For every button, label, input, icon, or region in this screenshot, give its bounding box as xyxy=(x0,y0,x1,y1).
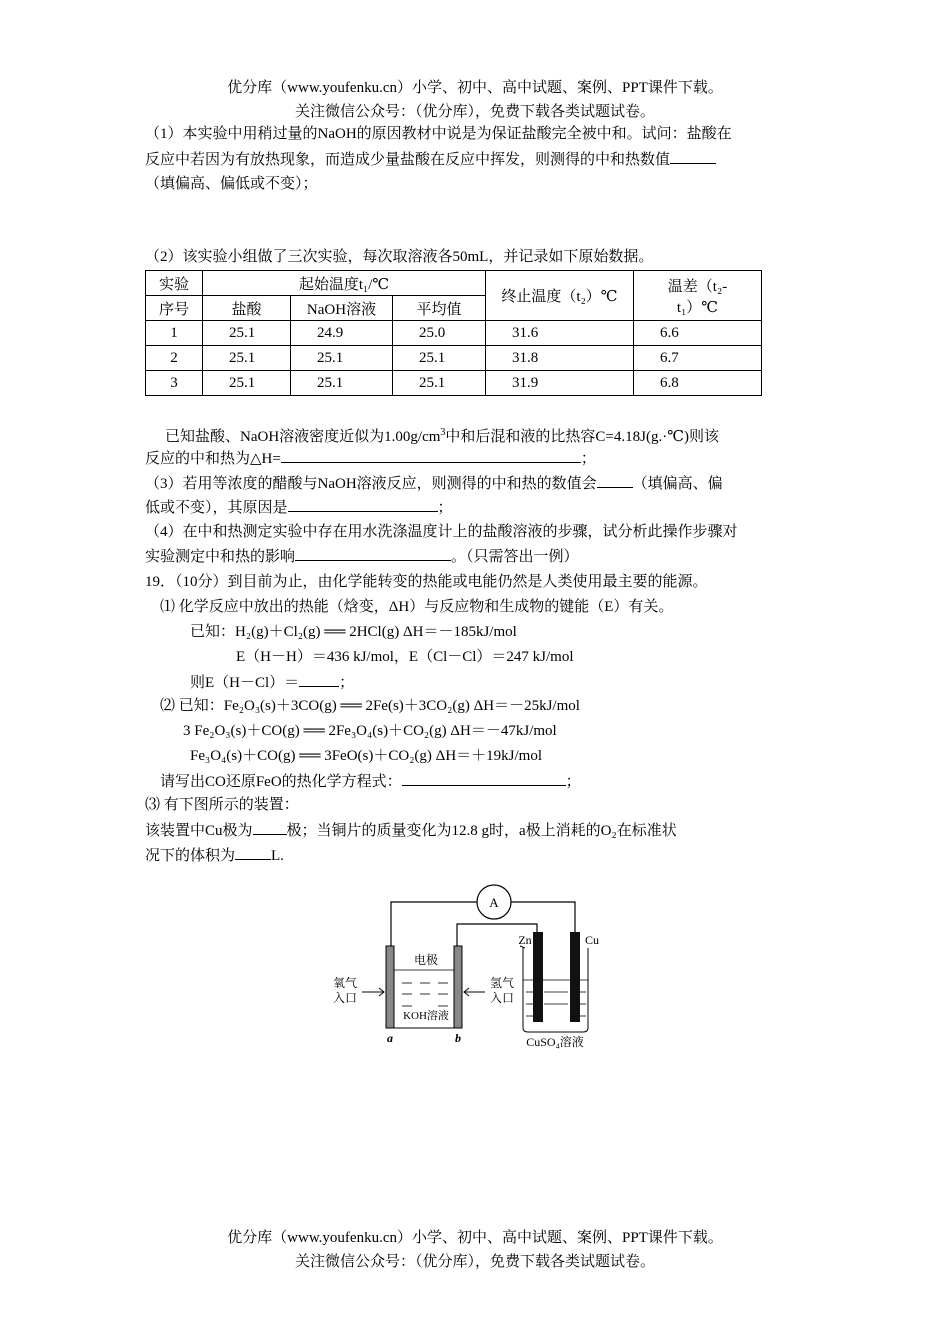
q3-line-1: （3）若用等浓度的醋酸与NaOH溶液反应，则测得的中和热的数值会 （填偏高、偏 xyxy=(145,473,723,494)
hydrogen-label-1: 氢气 xyxy=(489,976,515,990)
q2-intro: （2）该实验小组做了三次实验，每次取溶液各50mL，并记录如下原始数据。 xyxy=(145,249,654,265)
koh-label: KOH溶液 xyxy=(403,1010,449,1022)
q2-known-2: 反应的中和热为△H= ； xyxy=(145,448,596,469)
table-row: 2 25.1 25.1 25.1 31.8 6.7 xyxy=(146,346,762,371)
table-row: 1 25.1 24.9 25.0 31.6 6.6 xyxy=(146,321,762,346)
q19-ask: 则E（H－Cl）＝ ； xyxy=(190,672,354,693)
data-table xyxy=(145,270,762,396)
header-line-1: 优分库（www.youfenku.cn）小学、初中、高中试题、案例、PPT课件下载。 xyxy=(227,80,723,96)
q19-part1: ⑴ 化学反应中放出的热能（焓变，ΔH）与反应物和生成物的键能（E）有关。 xyxy=(160,599,674,615)
header-end-temp: 终止温度（t₂）℃ xyxy=(486,271,634,321)
q19-eq3: 3 Fe₂O₃(s)＋CO(g) ══ 2Fe₃O₄(s)＋CO₂(g) ΔH＝－47kJ/mol xyxy=(183,723,557,739)
header-start-temp: 起始温度t₁/℃ xyxy=(203,271,486,296)
header-diff: 温差（t₂- t₁）℃ xyxy=(634,271,762,321)
header-avg: 平均值 xyxy=(393,296,486,321)
q19-bond: E（H－H）＝436 kJ/mol，E（Cl－Cl）＝247 kJ/mol xyxy=(236,649,574,665)
q19-eq1: 已知：H₂(g)＋Cl₂(g) ══ 2HCl(g) ΔH＝－185kJ/mol xyxy=(190,624,517,640)
cuso4-label: CuSO₄溶液 xyxy=(526,1035,584,1049)
q4-line-1: （4）在中和热测定实验中存在用水洗涤温度计上的盐酸溶液的步骤，试分析此操作步骤对 xyxy=(145,524,738,540)
zn-label: Zn xyxy=(518,933,532,947)
q1-line-3: （填偏高、偏低或不变）； xyxy=(145,176,318,192)
zn-rod xyxy=(533,932,543,1022)
q2-known-1: 已知盐酸、NaOH溶液密度近似为$1.00g/cm^3$中和后混和液的比热容C=4.18J(g.·℃)则该 xyxy=(165,427,719,445)
oxygen-label-1: 氧气 xyxy=(332,976,358,990)
cu-label: Cu xyxy=(584,933,600,947)
footer-line-1: 优分库（www.youfenku.cn）小学、初中、高中试题、案例、PPT课件下载。 xyxy=(227,1230,723,1246)
cu-rod xyxy=(570,932,580,1022)
q19-title: 19．（10分）到目前为止，由化学能转变的热能或电能仍然是人类使用最主要的能源。 xyxy=(145,574,708,590)
label-a: a xyxy=(387,1031,393,1045)
q1-line-1: （1）本实验中用稍过量的NaOH的原因教材中说是为保证盐酸完全被中和。试问：盐酸在 xyxy=(145,126,732,142)
header-line-2: 关注微信公众号：（优分库），免费下载各类试题试卷。 xyxy=(294,104,655,120)
header-no: 序号 xyxy=(146,296,203,321)
header-exp: 实验 xyxy=(146,271,203,296)
q19-part3: ⑶ 有下图所示的装置： xyxy=(145,797,299,813)
hydrogen-label-2: 入口 xyxy=(489,991,515,1005)
footer-line-2: 关注微信公众号：（优分库），免费下载各类试题试卷。 xyxy=(294,1254,655,1270)
q3-line-2: 低或不变），其原因是 ； xyxy=(145,497,453,518)
apparatus-diagram xyxy=(330,880,620,1050)
wire-right xyxy=(511,902,575,932)
electrode-b xyxy=(454,946,462,1028)
q19-part3-line1: 该装置中Cu极为 极；当铜片的质量变化为12.8 g时，a极上消耗的O₂在标准状 xyxy=(145,820,677,841)
q4-line-2: 实验测定中和热的影响 。（只需答出一例） xyxy=(145,546,579,567)
q19-eq4: Fe₃O₄(s)＋CO(g) ══ 3FeO(s)＋CO₂(g) ΔH＝＋19kJ/mol xyxy=(190,748,542,764)
q19-part3-line2: 况下的体积为 L. xyxy=(145,845,284,866)
table-row: 3 25.1 25.1 25.1 31.9 6.8 xyxy=(146,371,762,396)
label-b: b xyxy=(455,1031,461,1045)
electrode-a xyxy=(386,946,394,1028)
q19-eq2: ⑵ 已知：Fe₂O₃(s)＋3CO(g) ══ 2Fe(s)＋3CO₂(g) ΔH＝－25kJ/mol xyxy=(160,698,580,714)
q19-ask2: 请写出CO还原FeO的热化学方程式： ； xyxy=(160,771,581,792)
header-naoh: NaOH溶液 xyxy=(291,296,393,321)
electrode-label: 电极 xyxy=(413,953,439,967)
ammeter-label: A xyxy=(489,895,499,910)
header-hcl: 盐酸 xyxy=(203,296,291,321)
q1-line-2: 反应中若因为有放热现象，而造成少量盐酸在反应中挥发，则测得的中和热数值 xyxy=(145,149,716,170)
oxygen-label-2: 入口 xyxy=(332,991,358,1005)
